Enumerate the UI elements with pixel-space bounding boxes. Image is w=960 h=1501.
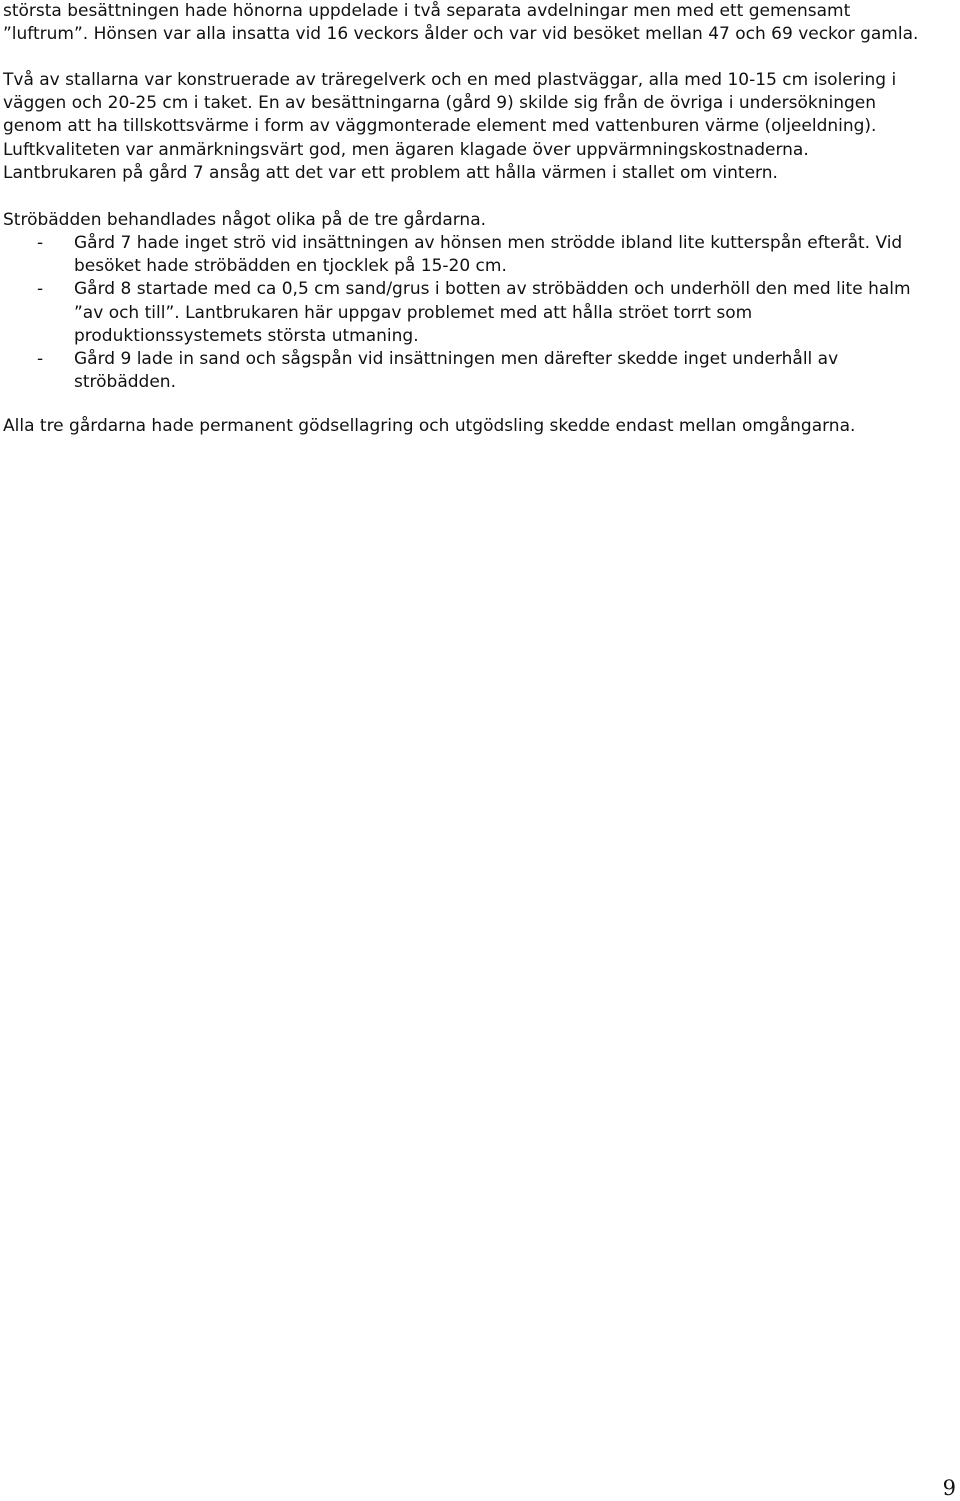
list-item-text: Gård 8 startade med ca 0,5 cm sand/grus i botten av ströbädden och underhöll den med lite halm ”av och till”. Lantbrukaren här uppgav problemet med att hålla ströet torrt som produktionssystemets största utmaning. xyxy=(74,279,911,346)
paragraph-barn-construction: Två av stallarna var konstruerade av träregelverk och en med plastväggar, alla med 10-15 cm isolering i väggen och 20-25 cm i taket. En av besättningarna (gård 9) skilde sig från de övriga i undersökningen genom att ha tillskottsvärme i form av väggmonterade element med vattenburen värme (oljeeldning). Luftkvaliteten var anmärkningsvärt god, men ägaren klagade över uppvärmningskostnaderna. Lantbrukaren på gård 7 ansåg att det var ett problem att hålla värmen i stallet om vintern. xyxy=(3,70,897,183)
paragraph-manure-storage: Alla tre gårdarna hade permanent gödsellagring och utgödsling skedde endast mellan omgångarna. xyxy=(3,416,856,436)
litter-farm-list xyxy=(3,232,953,394)
list-item-text: Gård 9 lade in sand och sågspån vid insättningen men därefter skedde inget underhåll av ströbädden. xyxy=(74,349,839,393)
list-bullet: - xyxy=(37,349,44,370)
paragraph-litter-intro: Ströbädden behandlades något olika på de tre gårdarna. xyxy=(3,210,487,230)
list-bullet: - xyxy=(37,279,44,300)
list-item-text: Gård 7 hade inget strö vid insättningen av hönsen men strödde ibland lite kutterspån efteråt. Vid besöket hade ströbädden en tjocklek på 15-20 cm. xyxy=(74,233,903,277)
page-number: 9 xyxy=(942,1476,956,1500)
list-item xyxy=(3,278,953,348)
list-item xyxy=(3,232,953,278)
paragraph-hen-groups: största besättningen hade hönorna uppdelade i två separata avdelningar men med ett gemensamt ”luftrum”. Hönsen var alla insatta vid 16 veckors ålder och var vid besöket mellan 47 och 69 veckor gamla. xyxy=(3,1,919,45)
list-bullet: - xyxy=(37,233,44,253)
list-item xyxy=(3,348,953,394)
